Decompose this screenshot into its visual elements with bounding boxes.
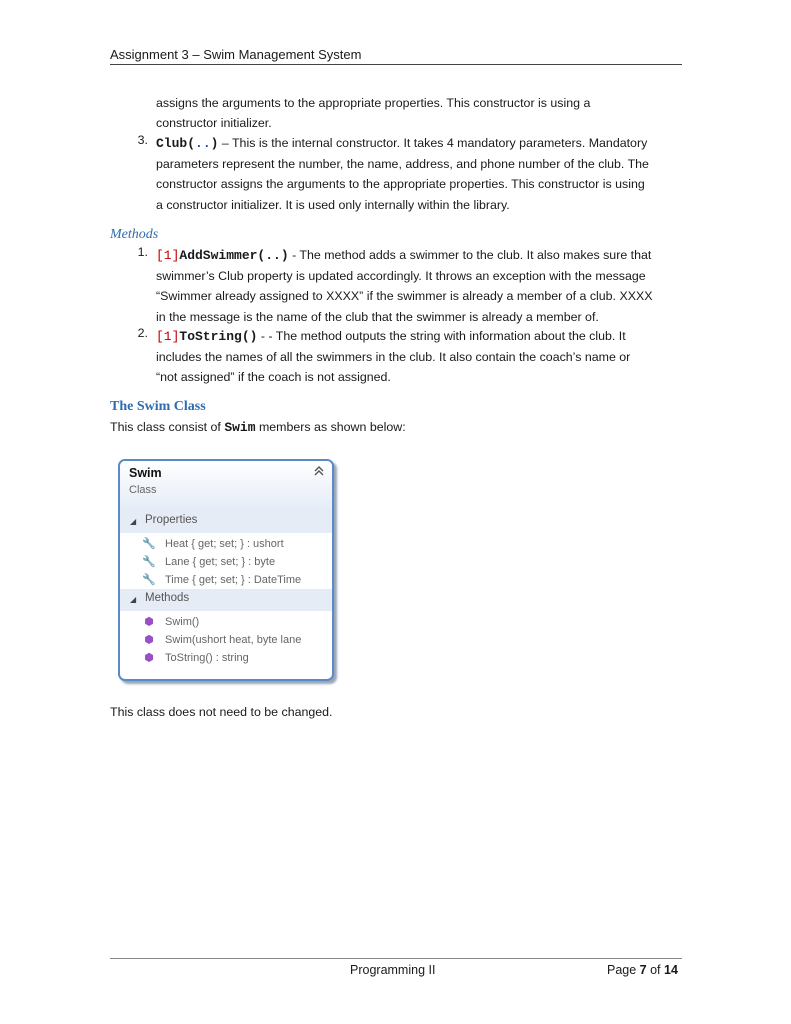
double-chevron-up-icon[interactable] (314, 465, 324, 479)
methods-heading: Methods (110, 227, 159, 242)
text-line: in the message is the name of the club that the swimmer is already a member of. (156, 309, 599, 324)
method-row: ⬢ ToString() : string (142, 651, 249, 664)
class-kind: Class (129, 484, 157, 496)
collapse-triangle-icon: ◢ (130, 517, 137, 526)
properties-section-header[interactable] (120, 511, 332, 533)
class-name: Swim (129, 466, 162, 480)
property-row: 🔧 Lane { get; set; } : byte (142, 556, 276, 568)
text-line: - - The method outputs the string with information about the club. It (257, 329, 626, 343)
method-tostring-description (156, 326, 630, 388)
text-line: assigns the arguments to the appropriate properties. This constructor is using a (156, 96, 591, 110)
constructor-3-description (156, 133, 649, 215)
list-number: 2. (137, 326, 148, 340)
constructor-2-continuation (156, 93, 590, 133)
code-club-ellipsis: .. (195, 136, 211, 151)
code-tostring: ToString() (179, 329, 258, 344)
method-addswimmer-description (156, 245, 653, 327)
mark-tag: [1] (156, 248, 180, 263)
intro-text: This class consist of (110, 420, 225, 434)
header-rule (110, 64, 682, 65)
code-club-close: ) (210, 136, 219, 151)
footer-page-number: Page 7 of 14 (607, 963, 678, 977)
cube-icon: ⬢ (144, 634, 154, 646)
methods-section-header[interactable] (120, 589, 332, 611)
swim-class-heading: The Swim Class (110, 399, 206, 414)
property-row: 🔧 Time { get; set; } : DateTime (142, 574, 302, 586)
code-club: Club( (156, 136, 196, 151)
text-line: - The method adds a swimmer to the club. It also makes sure that (288, 248, 652, 262)
text-line: “not assigned” if the coach is not assigned. (156, 370, 391, 385)
text-line: constructor assigns the arguments to the appropriate properties. This constructor is using (156, 177, 645, 192)
wrench-icon: 🔧 (142, 538, 156, 550)
code-addswimmer: AddSwimmer(..) (179, 248, 289, 263)
footer-course: Programming II (350, 963, 436, 977)
text-line: – This is the internal constructor. It takes 4 mandatory parameters. Mandatory (218, 136, 648, 150)
cube-icon: ⬢ (144, 616, 154, 628)
text-line: swimmer’s Club property is updated accordingly. It throws an exception with the message (156, 269, 646, 284)
intro-text: members as shown below: (255, 420, 406, 434)
swim-class-intro (110, 417, 406, 438)
properties-label: Properties (145, 514, 198, 526)
text-line: includes the names of all the swimmers in the club. It also contain the coach’s name or (156, 350, 631, 365)
code-swim: Swim (224, 420, 256, 435)
text-line: a constructor initializer. It is used only internally within the library. (156, 197, 510, 212)
method-row: ⬢ Swim(ushort heat, byte lane (142, 633, 301, 646)
swim-class-outro: This class does not need to be changed. (110, 705, 333, 719)
class-diagram[interactable] (118, 459, 334, 681)
class-diagram-header (120, 461, 332, 511)
text-line: parameters represent the number, the name, address, and phone number of the club. The (156, 157, 649, 172)
wrench-icon: 🔧 (142, 574, 156, 586)
method-row: ⬢ Swim() (142, 615, 199, 628)
wrench-icon: 🔧 (142, 556, 156, 568)
mark-tag: [1] (156, 329, 180, 344)
collapse-triangle-icon: ◢ (130, 595, 137, 604)
list-number: 1. (137, 245, 148, 259)
page-header: Assignment 3 – Swim Management System (110, 47, 362, 62)
cube-icon: ⬢ (144, 652, 154, 664)
text-line: “Swimmer already assigned to XXXX” if the swimmer is already a member of a club. XXXX (156, 289, 653, 304)
property-row: 🔧 Heat { get; set; } : ushort (142, 538, 284, 550)
text-line: constructor initializer. (156, 116, 272, 131)
list-number: 3. (137, 133, 148, 147)
footer-rule (110, 958, 682, 959)
methods-label: Methods (145, 592, 190, 604)
